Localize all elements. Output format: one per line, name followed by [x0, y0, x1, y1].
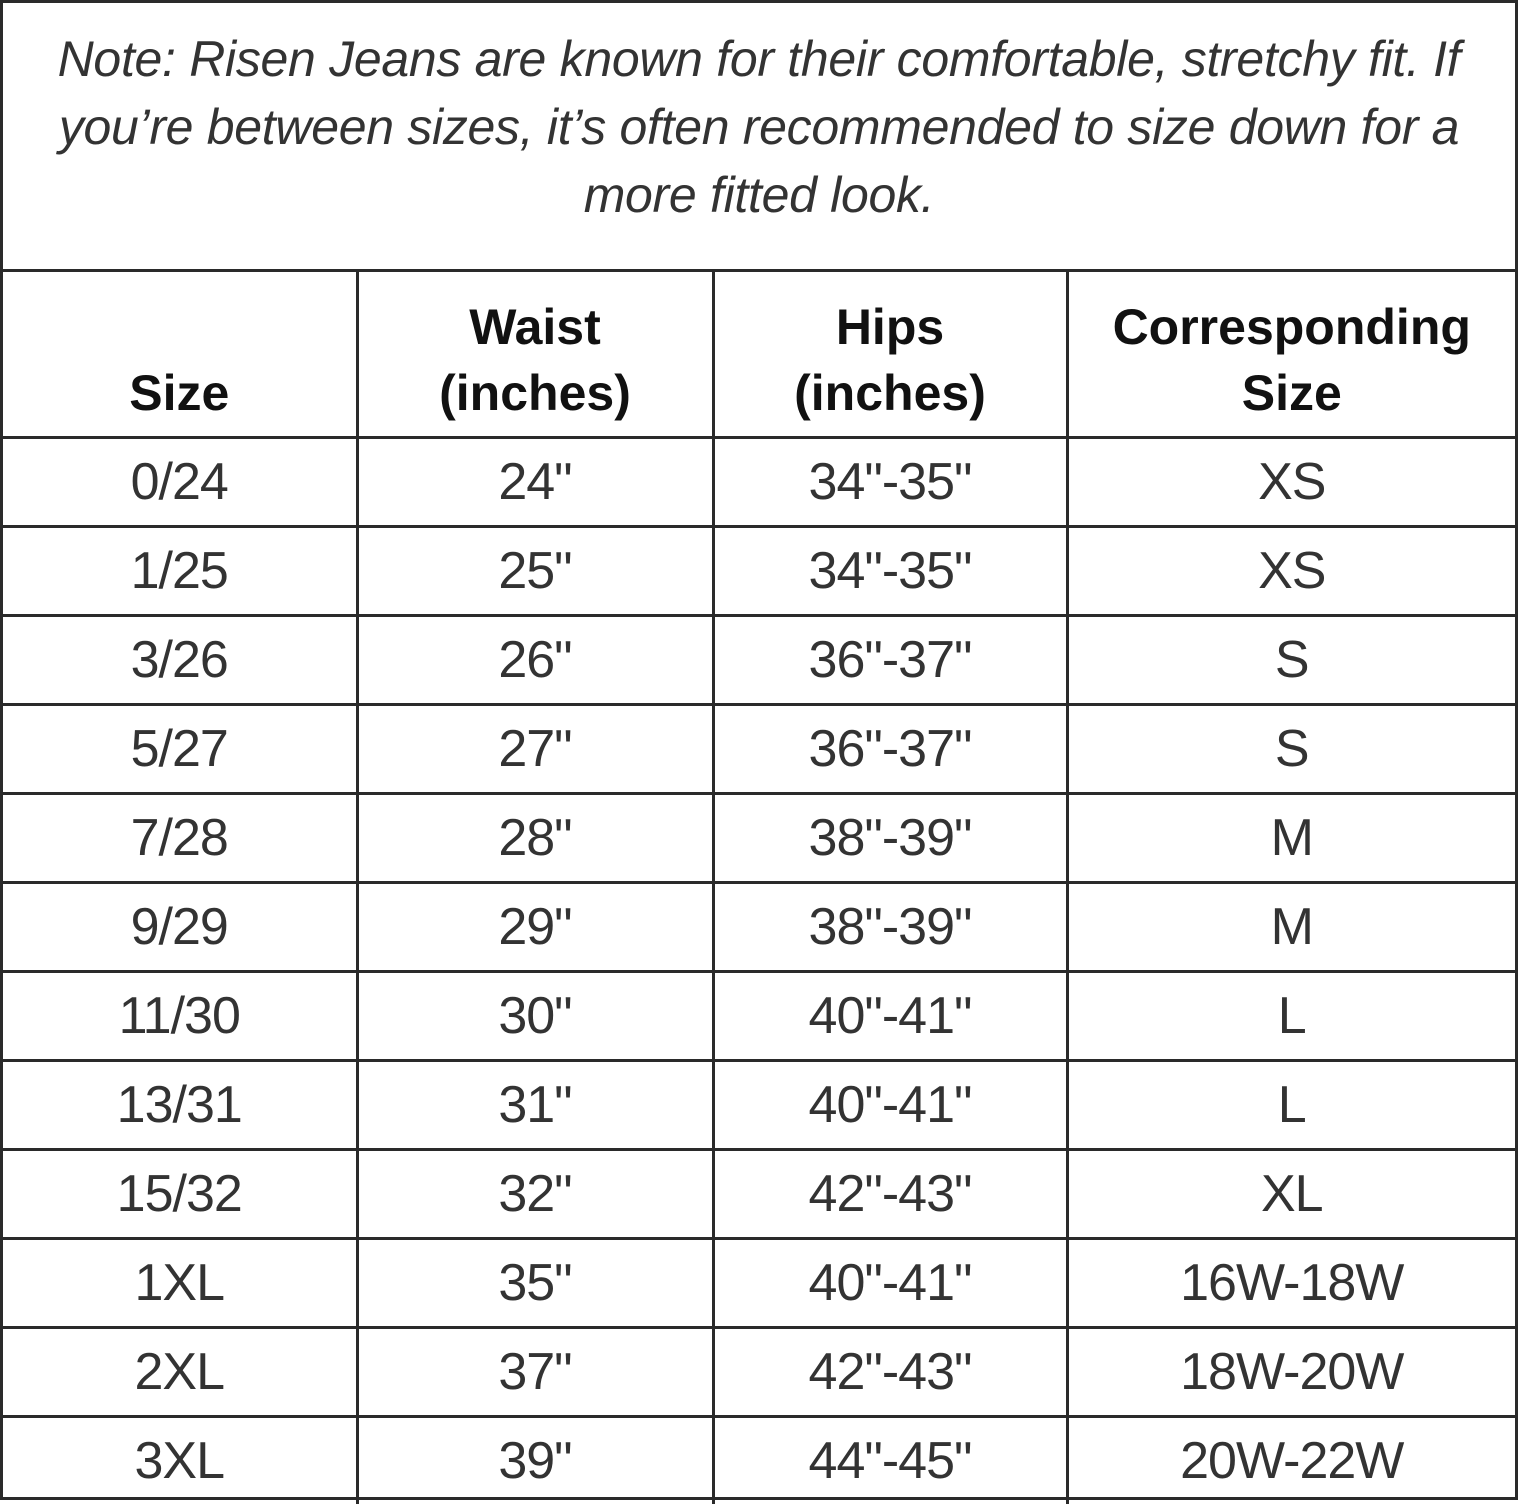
cell-size: 1XL: [3, 1239, 357, 1328]
cell-corresponding-size: 16W-18W: [1067, 1239, 1515, 1328]
cell-waist: 27": [357, 705, 713, 794]
cell-waist: 31": [357, 1061, 713, 1150]
cell-corresponding-size: 18W-20W: [1067, 1328, 1515, 1417]
cell-corresponding-size: 20W-22W: [1067, 1417, 1515, 1504]
cell-size: 3XL: [3, 1417, 357, 1504]
table-row: [3, 1150, 1515, 1239]
cell-hips: 40"-41": [713, 972, 1067, 1061]
cell-waist: 24": [357, 438, 713, 527]
cell-hips: 38"-39": [713, 883, 1067, 972]
cell-waist: 30": [357, 972, 713, 1061]
cell-hips: 40"-41": [713, 1239, 1067, 1328]
cell-hips: 34"-35": [713, 527, 1067, 616]
cell-corresponding-size: M: [1067, 883, 1515, 972]
cell-size: 0/24: [3, 438, 357, 527]
cell-corresponding-size: XS: [1067, 527, 1515, 616]
table-row: [3, 1061, 1515, 1150]
header-size: Size: [3, 271, 357, 438]
fit-note: Note: Risen Jeans are known for their comfortable, stretchy fit. If you’re between sizes, it’s often recommended to size down for a more fitted look.: [3, 3, 1515, 269]
header-hips: Hips (inches): [713, 271, 1067, 438]
table-row: [3, 1328, 1515, 1417]
cell-size: 11/30: [3, 972, 357, 1061]
table-row: [3, 1239, 1515, 1328]
cell-size: 2XL: [3, 1328, 357, 1417]
cell-size: 5/27: [3, 705, 357, 794]
table-row: [3, 1417, 1515, 1504]
table-row: [3, 616, 1515, 705]
cell-corresponding-size: M: [1067, 794, 1515, 883]
cell-corresponding-size: XS: [1067, 438, 1515, 527]
cell-waist: 37": [357, 1328, 713, 1417]
cell-hips: 40"-41": [713, 1061, 1067, 1150]
cell-hips: 36"-37": [713, 616, 1067, 705]
cell-hips: 38"-39": [713, 794, 1067, 883]
cell-hips: 36"-37": [713, 705, 1067, 794]
cell-corresponding-size: S: [1067, 705, 1515, 794]
table-row: [3, 527, 1515, 616]
cell-waist: 35": [357, 1239, 713, 1328]
cell-waist: 26": [357, 616, 713, 705]
cell-waist: 28": [357, 794, 713, 883]
cell-hips: 44"-45": [713, 1417, 1067, 1504]
cell-corresponding-size: S: [1067, 616, 1515, 705]
table-row: [3, 794, 1515, 883]
cell-size: 7/28: [3, 794, 357, 883]
header-waist: Waist (inches): [357, 271, 713, 438]
cell-hips: 42"-43": [713, 1150, 1067, 1239]
cell-size: 13/31: [3, 1061, 357, 1150]
cell-waist: 25": [357, 527, 713, 616]
cell-corresponding-size: L: [1067, 972, 1515, 1061]
cell-size: 9/29: [3, 883, 357, 972]
table-row: [3, 438, 1515, 527]
cell-size: 1/25: [3, 527, 357, 616]
table-row: [3, 972, 1515, 1061]
size-chart-table: [3, 269, 1515, 1504]
header-corresponding-size: Corresponding Size: [1067, 271, 1515, 438]
header-row: [3, 271, 1515, 438]
table-row: [3, 705, 1515, 794]
cell-corresponding-size: XL: [1067, 1150, 1515, 1239]
table-row: [3, 883, 1515, 972]
cell-hips: 42"-43": [713, 1328, 1067, 1417]
cell-size: 15/32: [3, 1150, 357, 1239]
cell-waist: 32": [357, 1150, 713, 1239]
cell-corresponding-size: L: [1067, 1061, 1515, 1150]
cell-size: 3/26: [3, 616, 357, 705]
cell-waist: 39": [357, 1417, 713, 1504]
cell-hips: 34"-35": [713, 438, 1067, 527]
cell-waist: 29": [357, 883, 713, 972]
